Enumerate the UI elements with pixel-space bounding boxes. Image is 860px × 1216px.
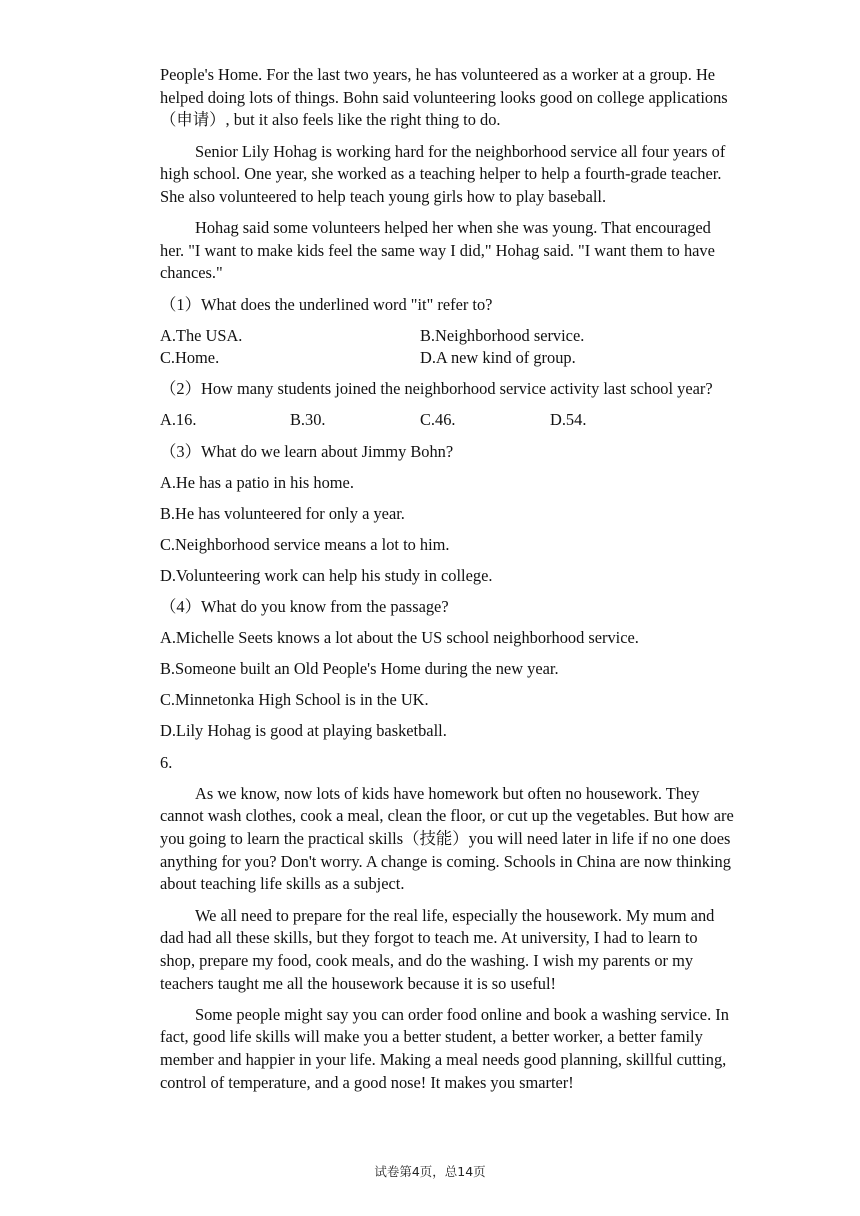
q1-option-b[interactable]: B.Neighborhood service. [420, 325, 585, 345]
section-6-paragraph-2: We all need to prepare for the real life, especially the housework. My mum and dad had all these skills, but they forgot to teach me. At university, I had to learn to shop, prepare my food, cook meals, and do the washing. I wish my parents or my teachers taught me all the housework because it is so useful! [160, 905, 715, 993]
question-1-options-row1 [160, 325, 735, 348]
q3-option-a[interactable]: A.He has a patio in his home. [160, 472, 354, 492]
document-page [160, 64, 735, 1103]
q4-option-a[interactable]: A.Michelle Seets knows a lot about the US school neighborhood service. [160, 628, 639, 648]
paragraph-bohn: People's Home. For the last two years, he has volunteered as a worker at a group. He helped doing lots of things. Bohn said volunteering looks good on college applications（申请）, but it also feels like the right thing to do. [160, 65, 728, 130]
q2-option-c[interactable]: C.46. [420, 410, 456, 430]
question-1-options-row2 [160, 347, 735, 370]
q3-option-b[interactable]: B.He has volunteered for only a year. [160, 503, 405, 523]
q2-option-d[interactable]: D.54. [550, 410, 587, 430]
q1-option-d[interactable]: D.A new kind of group. [420, 348, 576, 368]
paragraph-hohag-quote: Hohag said some volunteers helped her when she was young. That encouraged her. "I want to make kids feel the same way I did," Hohag said. "I want them to have chances." [160, 218, 715, 283]
section-6-paragraph-1: As we know, now lots of kids have homework but often no housework. They cannot wash clothes, cook a meal, clean the floor, or cut up the vegetables. But how are you going to learn the practical skills（技能）you will need later in life if no one does anything for you? Don't worry. A change is coming. Schools in China are now thinking about teaching life skills as a subject. [160, 783, 734, 894]
q2-option-a[interactable]: A.16. [160, 410, 197, 430]
question-4: （4）What do you know from the passage? [160, 597, 449, 617]
page-footer: 试卷第4页，总14页 [374, 1164, 486, 1179]
q3-option-c[interactable]: C.Neighborhood service means a lot to him. [160, 534, 450, 554]
section-6-paragraph-3: Some people might say you can order food online and book a washing service. In fact, good life skills will make you a better student, a better worker, a better family member and happier in your life. Making a meal needs good planning, skillful cutting, control of temperature, and a good nose! It makes you smarter! [160, 1004, 729, 1092]
q4-option-d[interactable]: D.Lily Hohag is good at playing basketball. [160, 721, 447, 741]
q1-option-a[interactable]: A.The USA. [160, 325, 243, 345]
q2-option-b[interactable]: B.30. [290, 410, 326, 430]
section-6-number: 6. [160, 752, 173, 772]
question-2: （2）How many students joined the neighborhood service activity last school year? [160, 379, 713, 399]
q4-option-b[interactable]: B.Someone built an Old People's Home during the new year. [160, 659, 559, 679]
q1-option-c[interactable]: C.Home. [160, 348, 220, 368]
question-2-options [160, 409, 735, 432]
q3-option-d[interactable]: D.Volunteering work can help his study in college. [160, 565, 493, 585]
question-3: （3）What do we learn about Jimmy Bohn? [160, 441, 454, 461]
paragraph-hohag-service: Senior Lily Hohag is working hard for the neighborhood service all four years of high school. One year, she worked as a teaching helper to help a fourth-grade teacher. She also volunteered to help teach young girls how to play baseball. [160, 141, 726, 206]
question-1: （1）What does the underlined word "it" refer to? [160, 294, 493, 314]
q4-option-c[interactable]: C.Minnetonka High School is in the UK. [160, 690, 429, 710]
